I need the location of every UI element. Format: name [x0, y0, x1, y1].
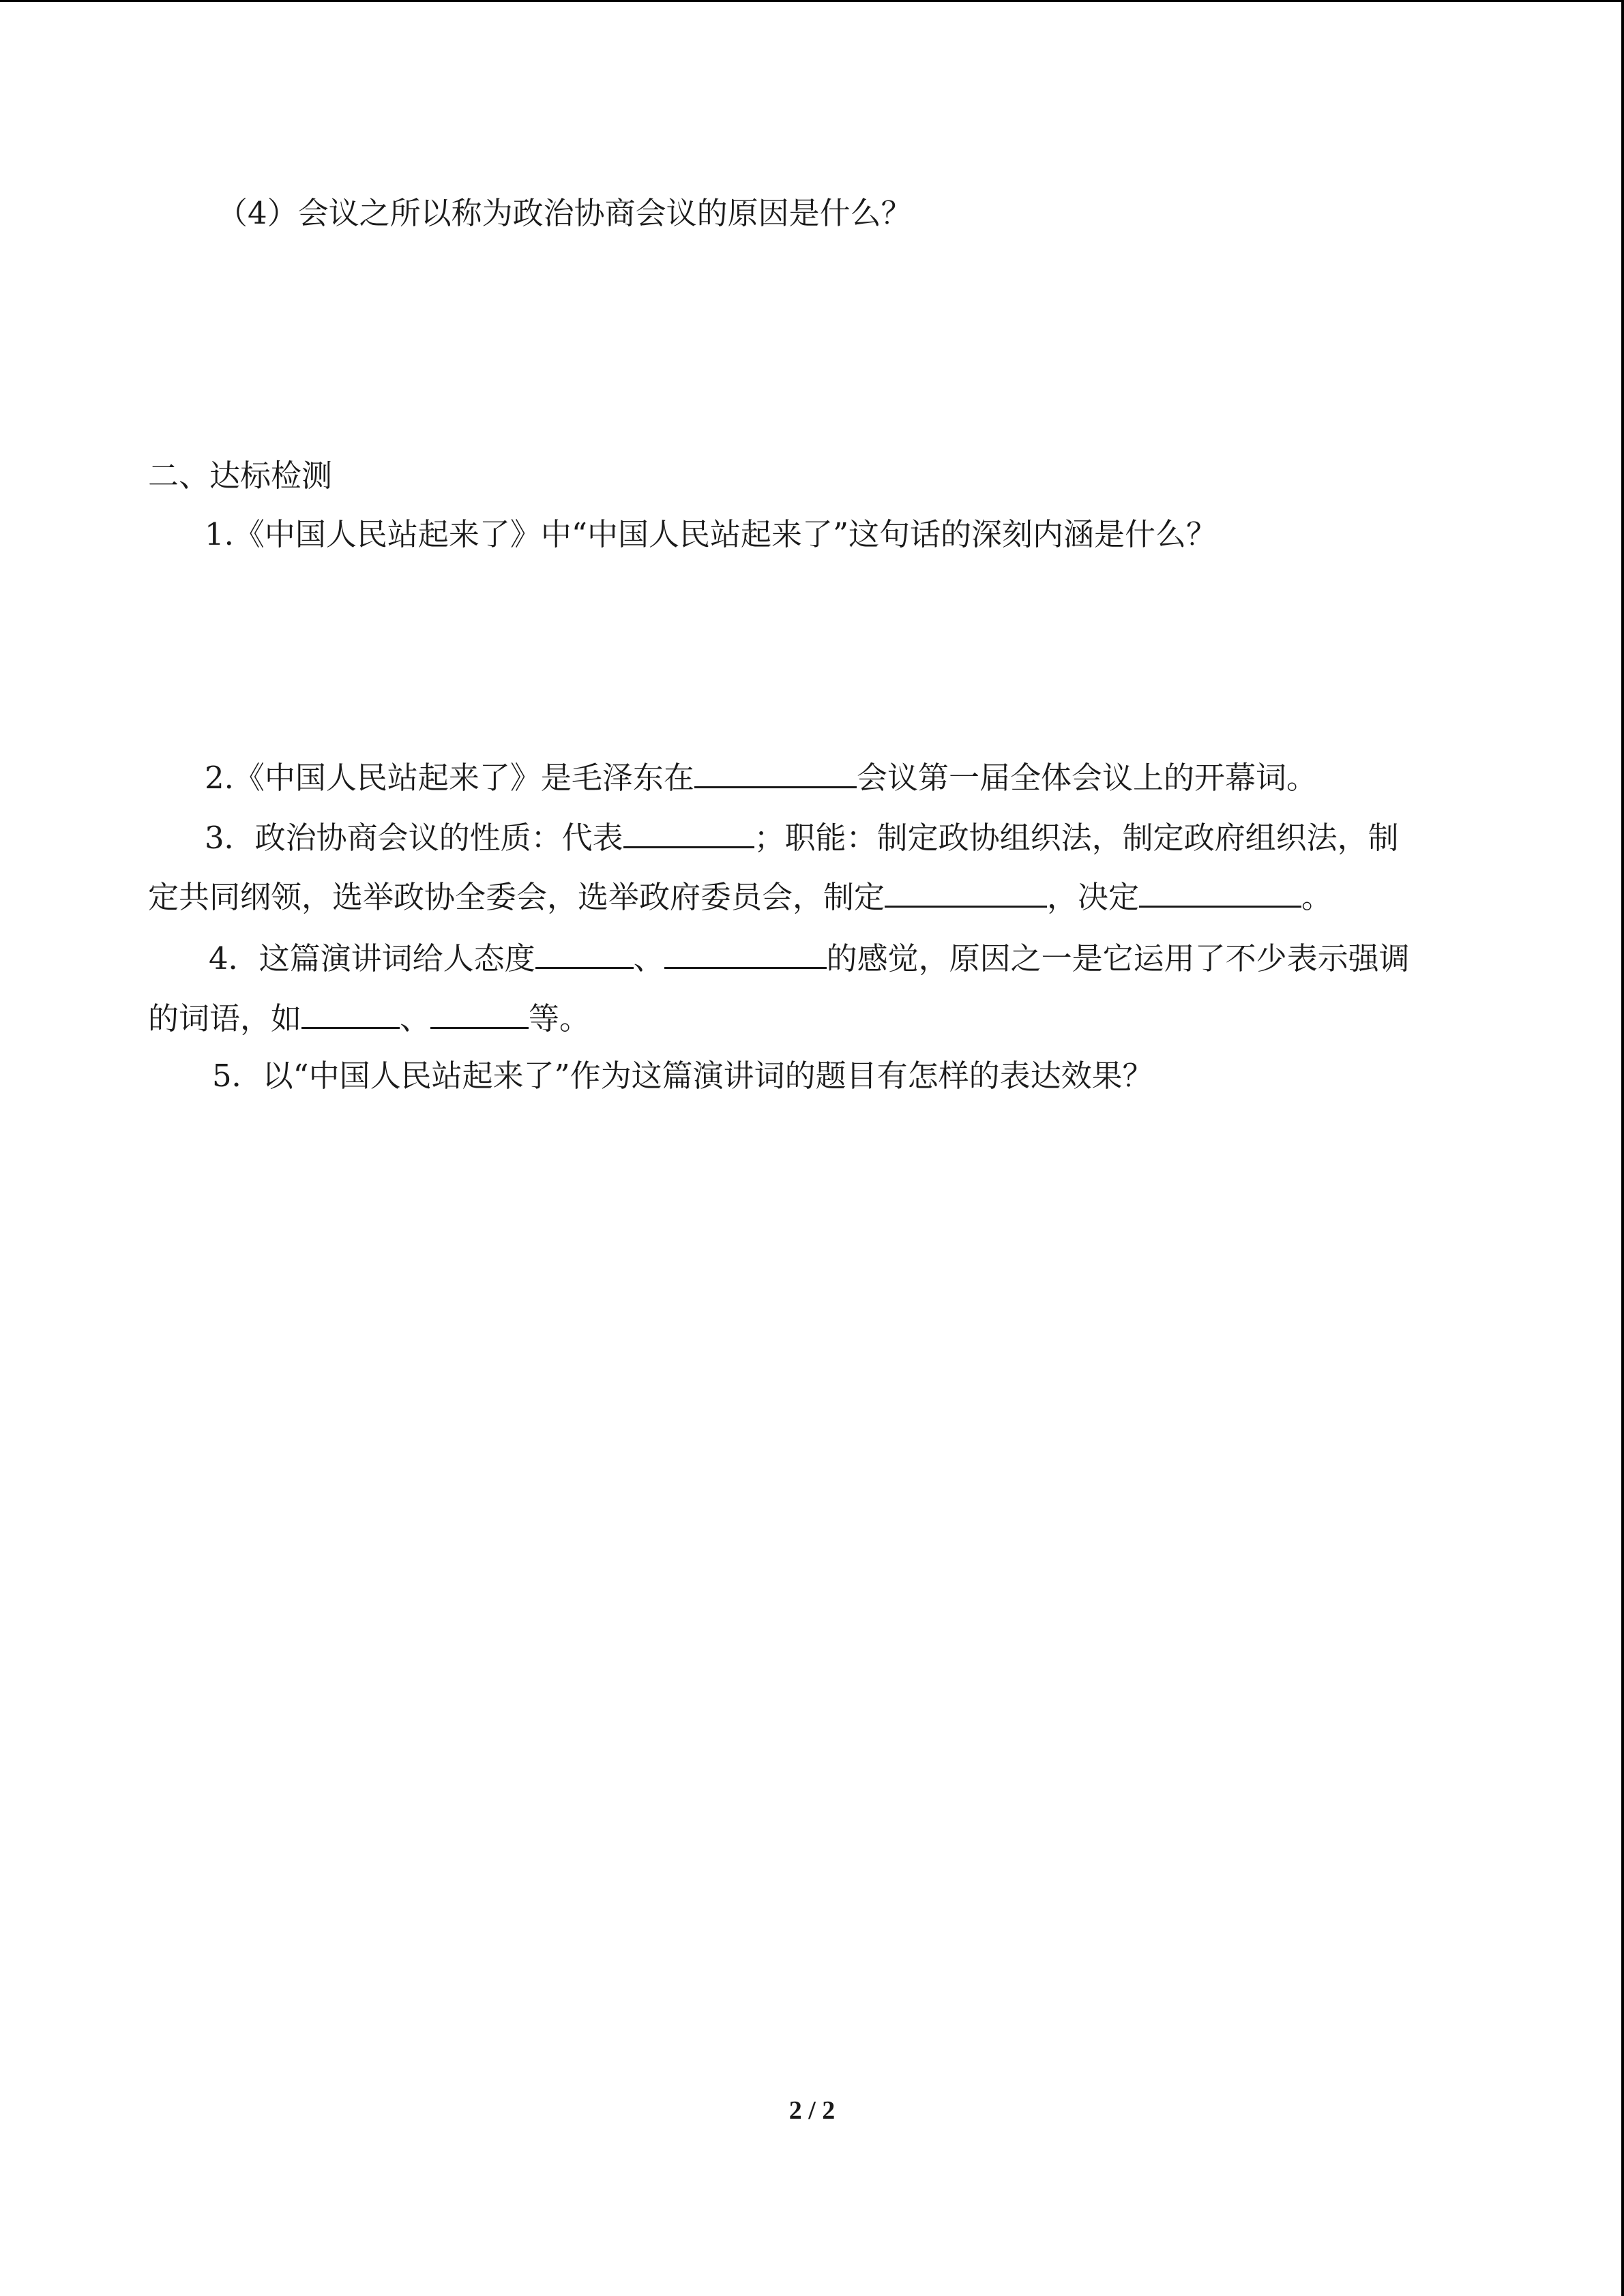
item-3-line-2 — [148, 874, 1332, 918]
item-4-blank-attitude-2[interactable] — [664, 936, 827, 969]
item-3-blank-decide[interactable] — [1139, 874, 1301, 908]
item-4-blank-word-2[interactable] — [430, 996, 529, 1029]
item-2-text-before: 2.《中国人民站起来了》是毛泽东在 — [205, 760, 694, 796]
page-border-top — [0, 0, 1624, 2]
item-3-line-1 — [205, 815, 1399, 859]
page-number: 2 / 2 — [788, 2096, 836, 2125]
item-4-text-d: 的词语，如 — [148, 1000, 302, 1037]
item-4-text-b: 、 — [633, 940, 664, 976]
item-4-blank-attitude-1[interactable] — [535, 936, 634, 969]
item-4-blank-word-1[interactable] — [301, 996, 400, 1029]
item-3-text-b: ；职能：制定政协组织法，制定政府组织法，制 — [754, 820, 1399, 856]
page-border-right — [1621, 0, 1624, 2296]
item-2-text-after: 会议第一届全体会议上的开幕词。 — [856, 760, 1317, 796]
item-4-line-2 — [148, 996, 590, 1039]
item-4-text-c: 的感觉，原因之一是它运用了不少表示强调 — [826, 940, 1410, 976]
item-3-text-e: 。 — [1301, 879, 1333, 915]
item-4-text-e: 、 — [400, 1000, 431, 1037]
item-4-text-f: 等。 — [529, 1000, 591, 1037]
item-1: 1.《中国人民站起来了》中“中国人民站起来了”这句话的深刻内涵是什么？ — [205, 516, 1217, 552]
item-5: 5．以“中国人民站起来了”作为这篇演讲词的题目有怎样的表达效果？ — [212, 1058, 1153, 1094]
item-4-text-a: 4．这篇演讲词给人态度 — [209, 940, 535, 976]
item-4-line-1 — [209, 936, 1410, 979]
section-title: 二、达标检测 — [148, 458, 333, 494]
question-4: （4）会议之所以称为政治协商会议的原因是什么？ — [217, 195, 912, 231]
item-3-text-a: 3．政治协商会议的性质：代表 — [205, 820, 623, 856]
item-3-blank-enact[interactable] — [885, 874, 1047, 908]
item-3-blank-representative[interactable] — [623, 815, 754, 848]
item-3-text-d: ，决定 — [1047, 879, 1140, 915]
item-2-blank[interactable] — [694, 755, 857, 788]
item-2 — [205, 755, 1317, 799]
item-3-text-c: 定共同纲领，选举政协全委会，选举政府委员会，制定 — [148, 879, 885, 915]
